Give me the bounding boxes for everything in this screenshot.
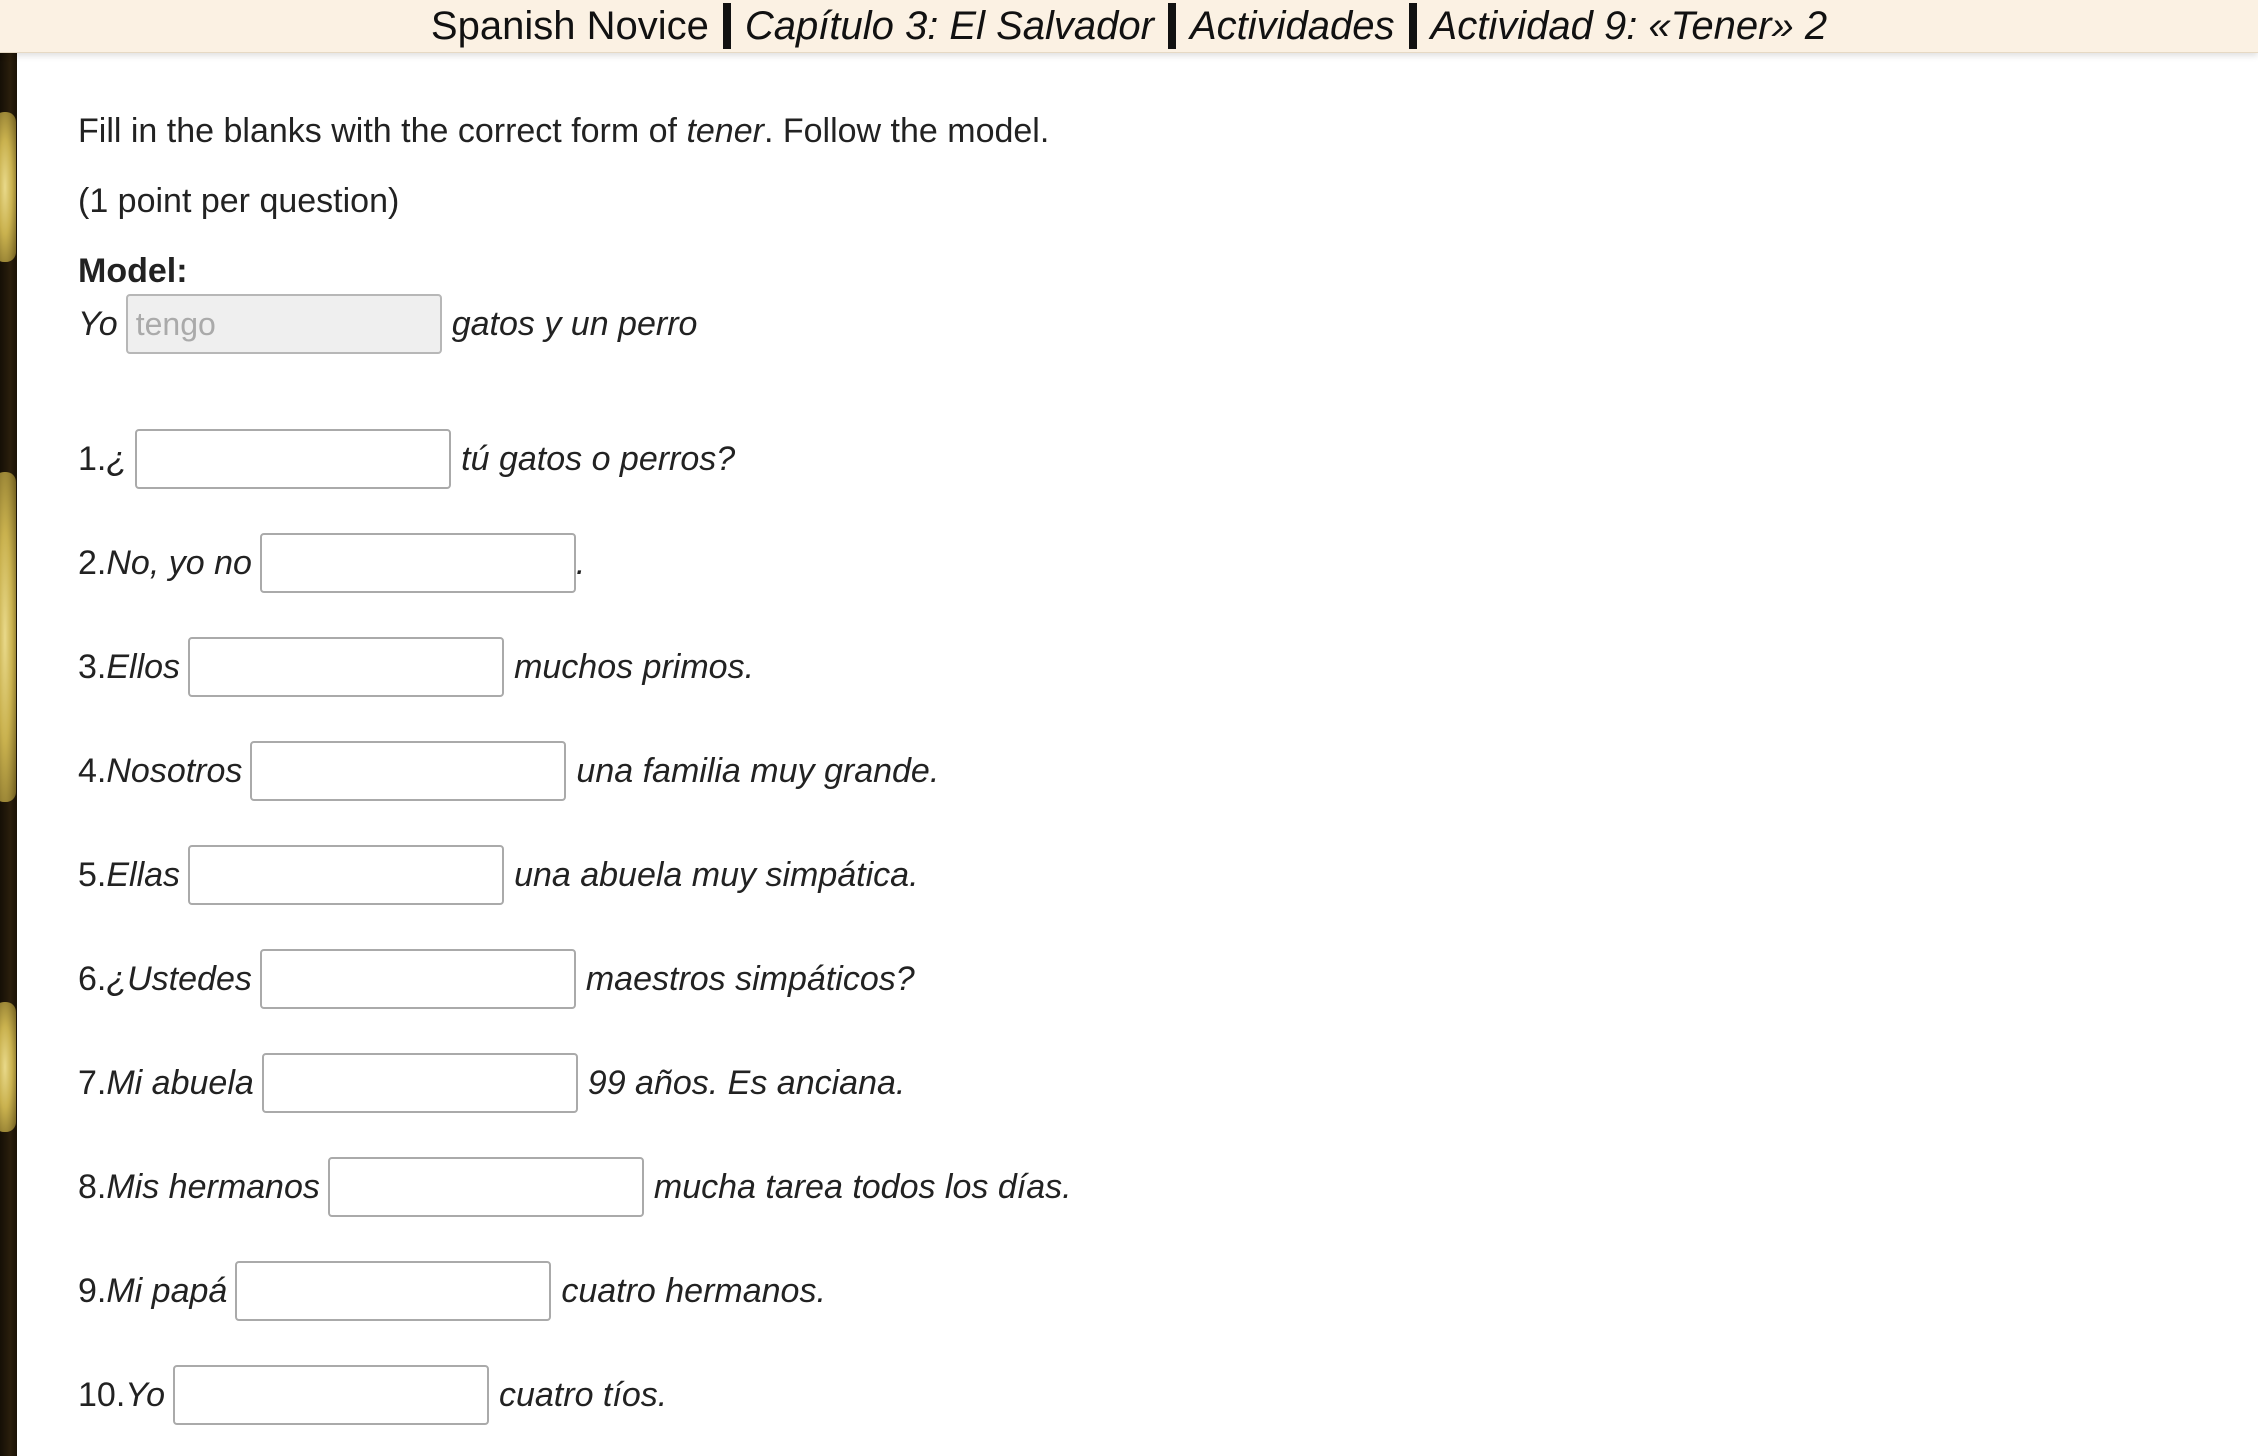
question-suffix: maestros simpáticos? — [585, 959, 915, 998]
question-number: 5. — [78, 855, 107, 894]
question-prefix: Yo — [125, 1375, 165, 1414]
question-number: 3. — [78, 647, 107, 686]
question-number: 8. — [78, 1167, 107, 1206]
breadcrumb-separator — [1409, 3, 1417, 49]
question-row — [78, 531, 585, 595]
question-suffix: muchos primos. — [514, 647, 755, 686]
answer-field[interactable] — [328, 1157, 644, 1217]
question-prefix: ¿ — [106, 439, 128, 478]
question-row — [78, 947, 915, 1011]
answer-field[interactable] — [260, 533, 576, 593]
question-prefix: Mis hermanos — [106, 1167, 320, 1206]
breadcrumb-activity: Actividad 9: «Tener» 2 — [1430, 3, 1828, 48]
question-number: 1. — [78, 439, 107, 478]
ornament-decoration — [0, 1002, 16, 1132]
question-row — [78, 635, 754, 699]
breadcrumb-separator — [1168, 3, 1176, 49]
breadcrumb-course[interactable]: Spanish Novice — [430, 3, 709, 48]
model-label: Model: — [78, 252, 188, 290]
instructions-part: . Follow the model. — [763, 112, 1050, 150]
question-suffix: una abuela muy simpática. — [514, 855, 919, 894]
model-answer-field — [126, 294, 442, 354]
answer-field[interactable] — [188, 637, 504, 697]
answer-field[interactable] — [262, 1053, 578, 1113]
question-suffix: mucha tarea todos los días. — [653, 1167, 1072, 1206]
instructions-verb: tener — [686, 112, 764, 150]
question-suffix: tú gatos o perros? — [461, 439, 736, 478]
question-suffix: una familia muy grande. — [576, 751, 940, 790]
answer-field[interactable] — [250, 741, 566, 801]
question-number: 2. — [78, 543, 107, 582]
question-row — [78, 1051, 905, 1115]
question-number: 4. — [78, 751, 107, 790]
question-suffix: cuatro hermanos. — [561, 1271, 826, 1310]
answer-field[interactable] — [188, 845, 504, 905]
question-number: 9. — [78, 1271, 107, 1310]
question-suffix: . — [575, 543, 586, 582]
question-suffix: cuatro tíos. — [498, 1375, 668, 1414]
question-prefix: Mi abuela — [106, 1063, 254, 1102]
answer-field[interactable] — [135, 429, 451, 489]
model-prefix: Yo — [78, 304, 118, 343]
instructions-text — [78, 112, 1049, 151]
breadcrumb-separator — [723, 3, 731, 49]
model-row — [78, 292, 697, 356]
question-number: 6. — [78, 959, 107, 998]
question-prefix: ¿Ustedes — [106, 959, 252, 998]
question-prefix: Ellas — [106, 855, 181, 894]
answer-field[interactable] — [235, 1261, 551, 1321]
model-suffix: gatos y un perro — [451, 304, 698, 343]
question-prefix: Nosotros — [106, 751, 243, 790]
question-prefix: Ellos — [106, 647, 181, 686]
ornament-decoration — [0, 472, 16, 802]
question-row — [78, 843, 919, 907]
question-row — [78, 1155, 1072, 1219]
points-note: (1 point per question) — [78, 182, 400, 220]
question-number: 10. — [78, 1375, 126, 1414]
question-row — [78, 1259, 826, 1323]
breadcrumb — [0, 0, 2258, 53]
ornament-decoration — [0, 112, 16, 262]
question-suffix: 99 años. Es anciana. — [587, 1063, 906, 1102]
breadcrumb-section[interactable]: Actividades — [1189, 3, 1395, 48]
question-prefix: Mi papá — [106, 1271, 228, 1310]
question-row — [78, 427, 735, 491]
breadcrumb-chapter[interactable]: Capítulo 3: El Salvador — [744, 3, 1154, 48]
answer-field[interactable] — [173, 1365, 489, 1425]
question-number: 7. — [78, 1063, 107, 1102]
decorative-side-border — [0, 52, 17, 1456]
instructions-part: Fill in the blanks with the correct form of — [78, 112, 687, 150]
question-prefix: No, yo no — [106, 543, 252, 582]
question-row — [78, 1363, 667, 1427]
answer-field[interactable] — [260, 949, 576, 1009]
question-row — [78, 739, 939, 803]
